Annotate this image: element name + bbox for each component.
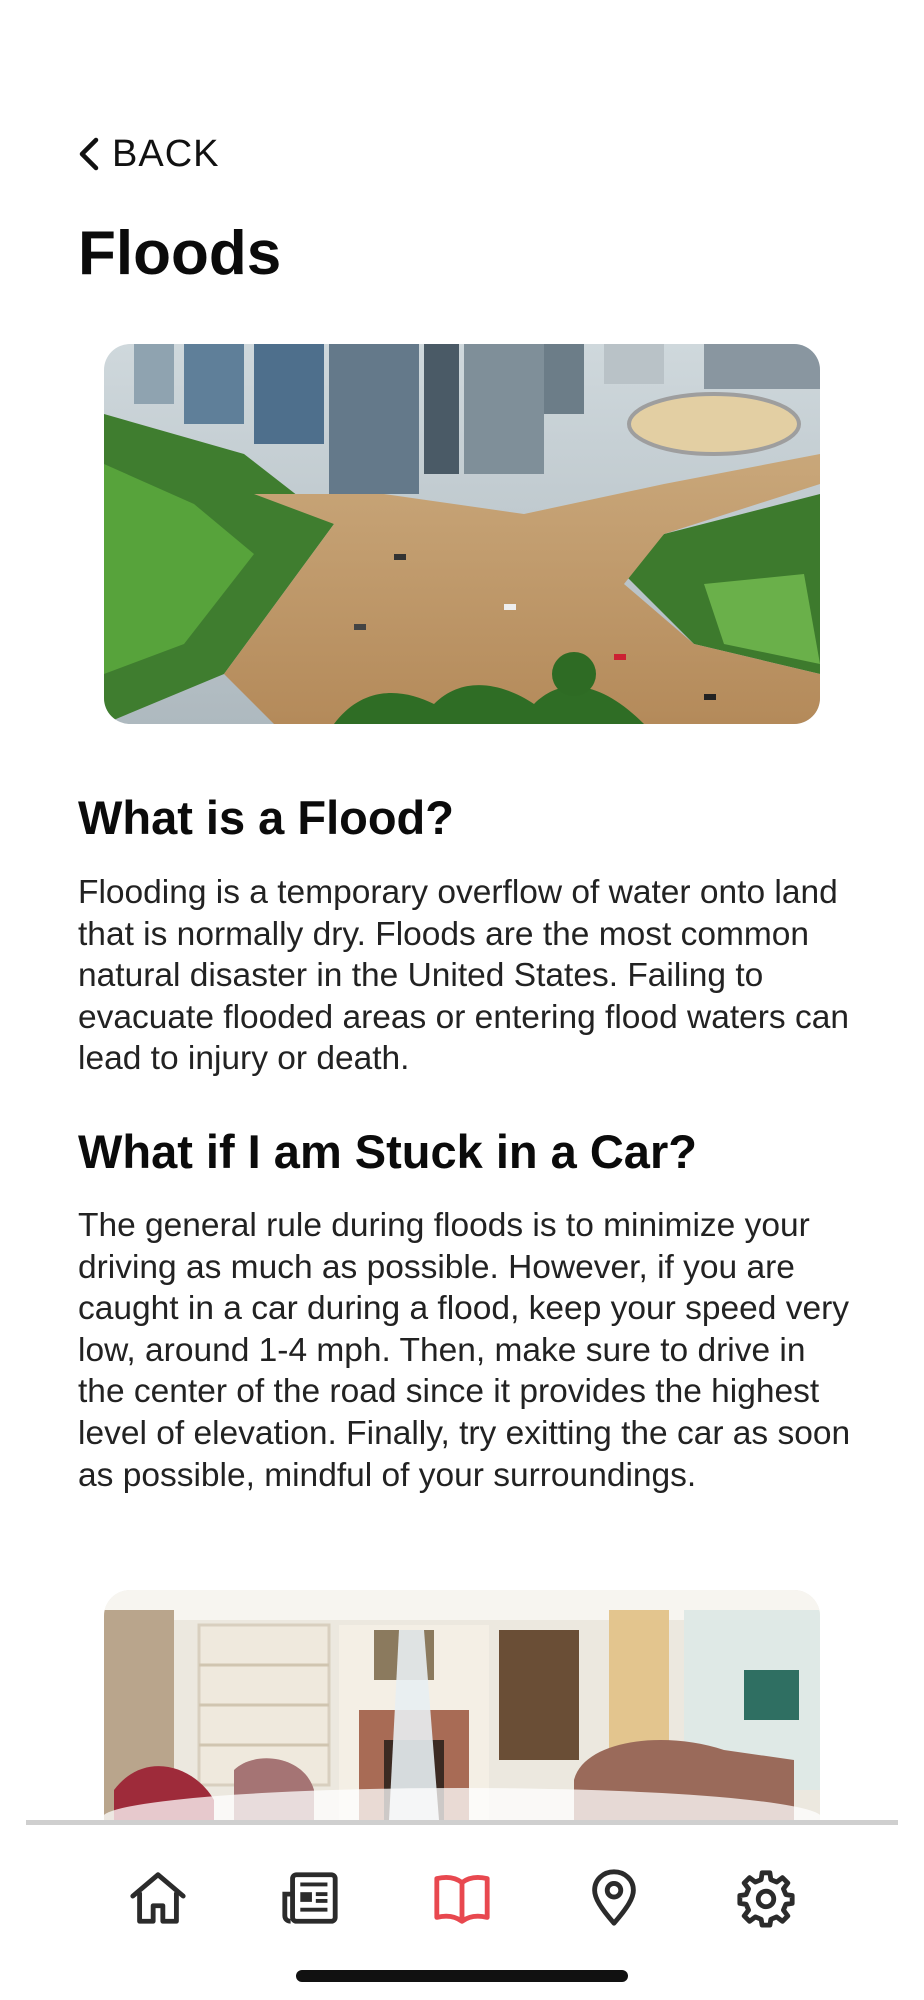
home-indicator [296, 1970, 628, 1982]
book-icon [431, 1867, 493, 1929]
tab-home[interactable] [126, 1866, 190, 1930]
section-body: The general rule during floods is to minimize your driving as much as possible. However, if you are caught in a car during a flood, keep your speed very low, around 1-4 mph. Then, make sure to drive in the center of the road since it provides the highest level of elevation. Finally, try exitting the car as soon as possible, mindful of your surroundings. [78, 1207, 851, 1494]
tab-news[interactable] [278, 1866, 342, 1930]
page-title: Floods [78, 219, 282, 288]
news-icon [279, 1867, 341, 1929]
chevron-left-icon [76, 134, 102, 174]
section-heading: What if I am Stuck in a Car? [78, 1125, 697, 1178]
back-button[interactable] [76, 128, 219, 180]
section-heading: What is a Flood? [78, 791, 454, 844]
tab-learn[interactable] [430, 1866, 494, 1930]
tab-locations[interactable] [582, 1866, 646, 1930]
home-icon [127, 1867, 189, 1929]
section-body: Flooding is a temporary overflow of water onto land that is normally dry. Floods are the most common natural disaster in the United States. Failing to evacuate flooded areas or entering flood waters can lead to injury or death. [78, 874, 849, 1078]
tab-settings[interactable] [734, 1866, 798, 1930]
gear-icon [735, 1867, 797, 1929]
back-label: BACK [112, 132, 220, 175]
tab-bar-divider [26, 1820, 898, 1825]
tab-bar [0, 1826, 924, 1976]
flooded-city-image [104, 344, 820, 724]
flooded-living-room-image [104, 1590, 820, 1820]
location-pin-icon [583, 1867, 645, 1929]
